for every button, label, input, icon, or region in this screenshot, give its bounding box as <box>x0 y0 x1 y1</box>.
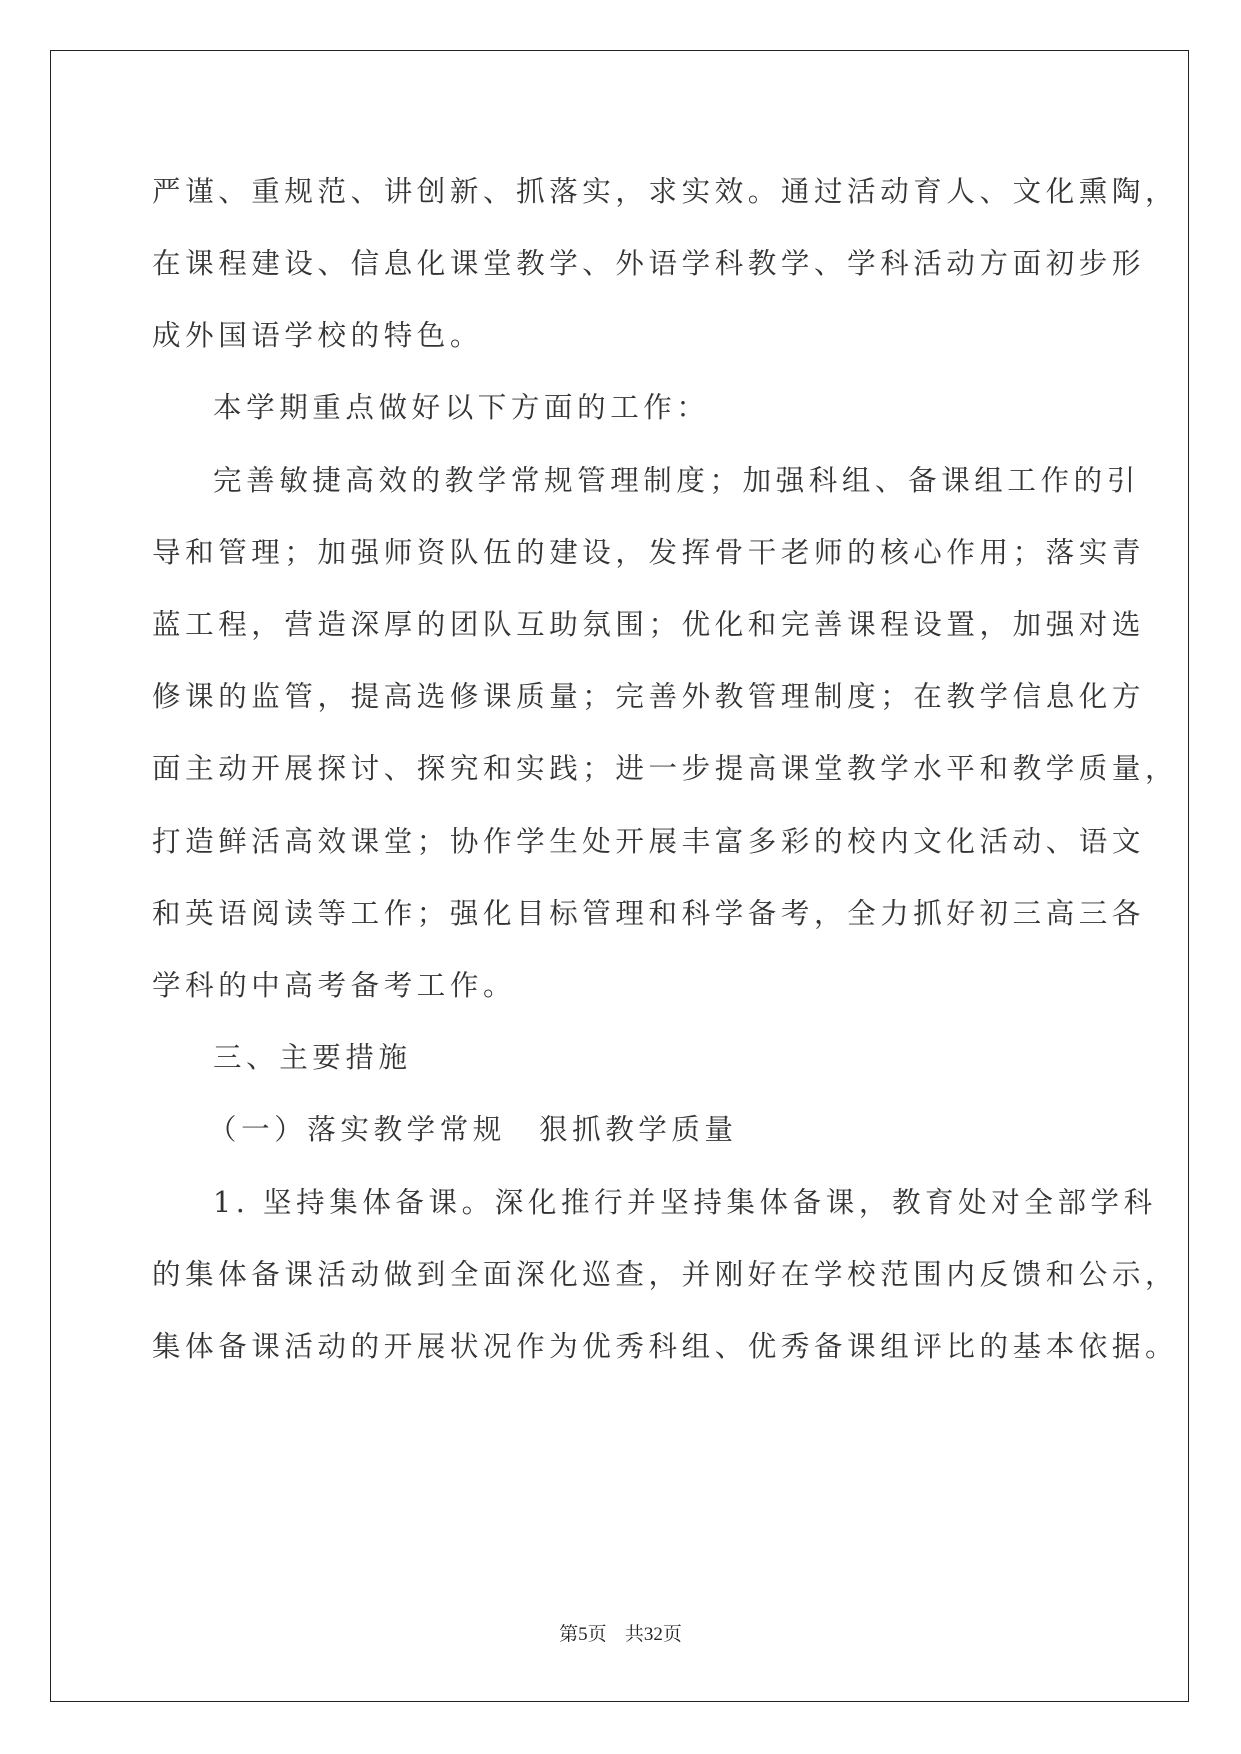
text-line: 面主动开展探讨、探究和实践；进一步提高课堂教学水平和教学质量， <box>152 752 1179 785</box>
page-label-suffix: 页 <box>587 1623 607 1645</box>
subsection-heading: （一）落实教学常规 狠抓教学质量 <box>208 1113 738 1146</box>
text-line: 集体备课活动的开展状况作为优秀科组、优秀备课组评比的基本依据。 <box>152 1330 1179 1363</box>
total-label-suffix: 页 <box>662 1623 682 1645</box>
text-line: 完善敏捷高效的教学常规管理制度；加强科组、备课组工作的引 <box>213 464 1140 497</box>
total-label-prefix: 共 <box>624 1623 644 1645</box>
text-line: 学科的中高考备考工作。 <box>152 969 517 1002</box>
text-line: 本学期重点做好以下方面的工作： <box>213 391 710 424</box>
text-line: 1. 坚持集体备课。深化推行并坚持集体备课，教育处对全部学科 <box>213 1186 1157 1219</box>
text-line: 成外国语学校的特色。 <box>152 319 484 352</box>
text-line: 严谨、重规范、讲创新、抓落实，求实效。通过活动育人、文化熏陶， <box>152 175 1179 208</box>
text-line: 的集体备课活动做到全面深化巡查，并刚好在学校范围内反馈和公示， <box>152 1258 1179 1291</box>
page-label-prefix: 第 <box>559 1623 579 1645</box>
page-number: 5 <box>578 1624 588 1645</box>
text-line: 打造鲜活高效课堂；协作学生处开展丰富多彩的校内文化活动、语文 <box>152 825 1146 858</box>
text-line: 修课的监管，提高选修课质量；完善外教管理制度；在教学信息化方 <box>152 680 1146 713</box>
text-line: 导和管理；加强师资队伍的建设，发挥骨干老师的核心作用；落实青 <box>152 536 1146 569</box>
total-pages: 32 <box>643 1624 663 1645</box>
page-footer <box>0 1622 1241 1647</box>
text-line: 在课程建设、信息化课堂教学、外语学科教学、学科活动方面初步形 <box>152 247 1146 280</box>
section-heading: 三、主要措施 <box>213 1041 412 1074</box>
page-border <box>50 50 1189 1702</box>
text-line: 和英语阅读等工作；强化目标管理和科学备考，全力抓好初三高三各 <box>152 897 1146 930</box>
text-line: 蓝工程，营造深厚的团队互助氛围；优化和完善课程设置，加强对选 <box>152 608 1146 641</box>
